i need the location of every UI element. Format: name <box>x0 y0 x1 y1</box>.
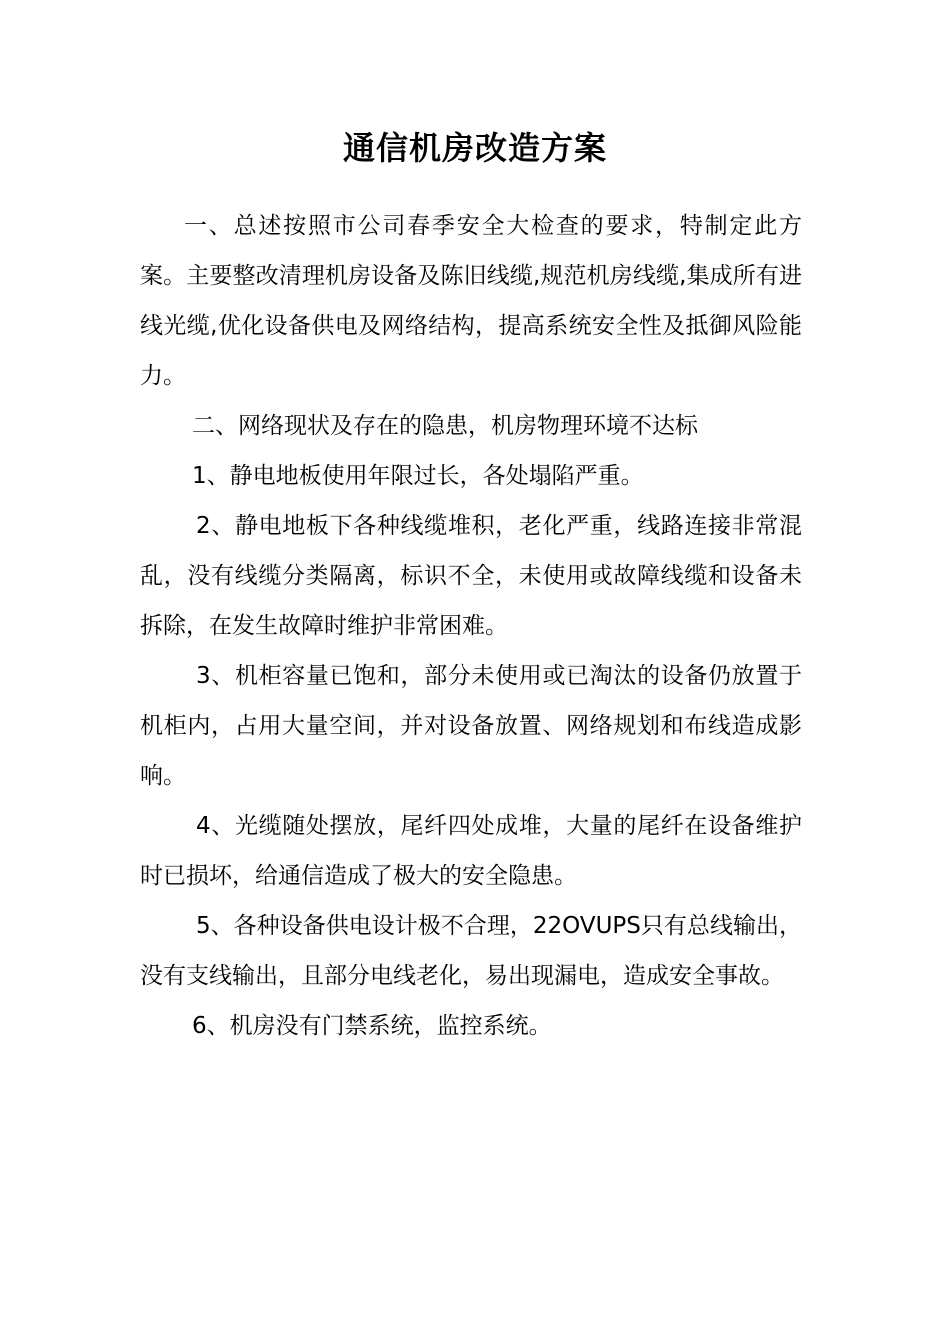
paragraph-item-2: 2、静电地板下各种线缆堆积，老化严重，线路连接非常混乱，没有线缆分类隔离，标识不全，未使用或故障线缆和设备未拆除，在发生故障时维护非常困难。 <box>140 513 802 639</box>
paragraph-item-3: 3、机柜容量已饱和，部分未使用或已淘汰的设备仍放置于机柜内，占用大量空间，并对设备放置、网络规划和布线造成影响。 <box>140 663 802 789</box>
document-body <box>140 201 802 1051</box>
paragraph-item-4: 4、光缆随处摆放，尾纤四处成堆，大量的尾纤在设备维护时已损坏，给通信造成了极大的安全隐患。 <box>140 813 802 889</box>
paragraph-item-1: 1、静电地板使用年限过长，各处塌陷严重。 <box>192 463 644 489</box>
paragraph-item-5: 5、各种设备供电设计极不合理，22OVUPS只有总线输出，没有支线输出，且部分电线老化，易出现漏电，造成安全事故。 <box>140 913 802 989</box>
document-title: 通信机房改造方案 <box>342 129 607 167</box>
paragraph-item-6: 6、机房没有门禁系统，监控系统。 <box>192 1013 552 1039</box>
paragraph-section-two-heading: 二、网络现状及存在的隐患，机房物理环境不达标 <box>192 413 698 439</box>
paragraph-overview: 一、总述按照市公司春季安全大检查的要求，特制定此方案。主要整改清理机房设备及陈旧线缆,规范机房线缆,集成所有进线光缆,优化设备供电及网络结构，提高系统安全性及抵御风险能力。 <box>140 213 802 389</box>
